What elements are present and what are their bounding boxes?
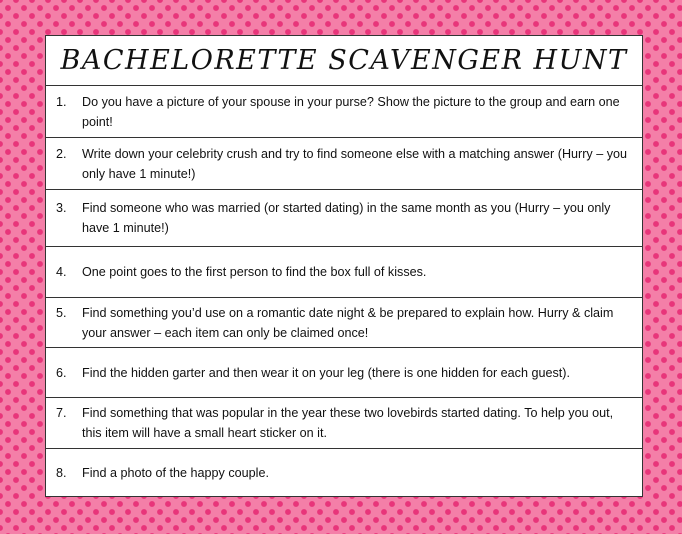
- list-item: [46, 348, 642, 398]
- item-text: Find the hidden garter and then wear it on your leg (there is one hidden for each guest).: [82, 365, 570, 380]
- item-text: Find something you’d use on a romantic date night & be prepared to explain how. Hurry & claim your answer – each item can only be claimed once!: [82, 306, 614, 340]
- page-title: BACHELORETTE SCAVENGER HUNT: [46, 36, 642, 86]
- scavenger-hunt-sheet: [45, 35, 643, 497]
- list-item: [46, 86, 642, 138]
- list-item: [46, 298, 642, 348]
- item-text: One point goes to the first person to find the box full of kisses.: [82, 265, 427, 279]
- list-item: [46, 449, 642, 497]
- list-item: [46, 190, 642, 247]
- item-number: 4.: [56, 265, 67, 279]
- item-text: Find a photo of the happy couple.: [82, 466, 269, 480]
- item-number: 6.: [56, 365, 67, 380]
- item-number: 2.: [56, 147, 67, 161]
- item-text: Find something that was popular in the year these two lovebirds started dating. To help you out, this item will have a small heart sticker on it.: [82, 406, 614, 440]
- item-number: 3.: [56, 201, 67, 215]
- item-number: 5.: [56, 306, 67, 320]
- list-item: [46, 138, 642, 190]
- item-number: 1.: [56, 95, 67, 109]
- item-text: Write down your celebrity crush and try to find someone else with a matching answer (Hurry – you only have 1 minute!): [82, 147, 628, 181]
- list-item: [46, 398, 642, 449]
- list-item: [46, 247, 642, 298]
- item-number: 8.: [56, 466, 67, 480]
- item-number: 7.: [56, 406, 67, 420]
- item-text: Do you have a picture of your spouse in your purse? Show the picture to the group and earn one point!: [82, 95, 620, 129]
- item-text: Find someone who was married (or started dating) in the same month as you (Hurry – you only have 1 minute!): [82, 201, 611, 235]
